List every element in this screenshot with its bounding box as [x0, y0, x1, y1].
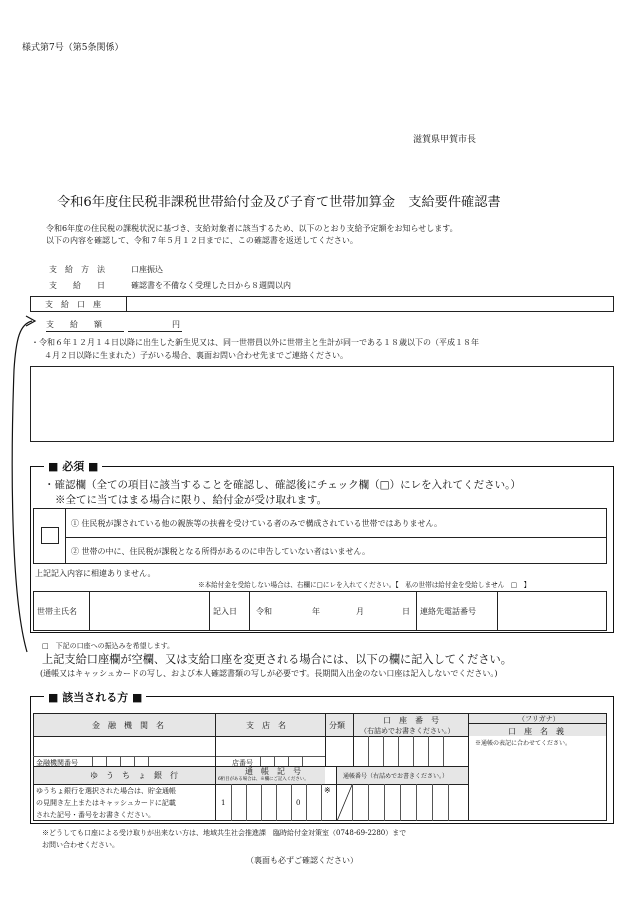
footer-contact: ※どうしても口座による受け取りが出来ない方は、地域共生社会推進課 臨時給付金対策室（0748-69-2280）まで	[42, 829, 407, 837]
confirm-statement: 上記記入内容に相違ありません。	[35, 569, 156, 578]
month-unit: 月	[356, 607, 364, 616]
phone-label: 連絡先電話番号	[420, 607, 476, 616]
footer-contact-2: お問い合わせください。	[42, 841, 119, 849]
yucho-note-2: の見開き左上またはキャッシュカードに記載	[36, 799, 176, 807]
free-text-box[interactable]	[30, 366, 614, 442]
form-number: 様式第7号（第5条関係）	[22, 43, 124, 53]
required-instruction-1: ・確認欄（全ての項目に該当することを確認し、確認後にチェック欄（□）にレを入れてください。）	[44, 479, 521, 491]
checklist-item-2: ② 世帯の中に、住民税が課税となる所得があるのに申告していない者はいません。	[71, 547, 371, 556]
amount-label: 支 給 額	[46, 320, 102, 329]
checklist-item-1: ① 住民税が課されている他の親族等の扶養を受けている者のみで構成されている世帯ではありません。	[71, 519, 443, 528]
symbol-digit-0: 0	[296, 799, 301, 807]
passbook-symbol-label: 通 帳 記 号	[245, 767, 301, 776]
branch-name-field[interactable]	[216, 737, 325, 756]
branch-name-header: 支 店 名	[246, 721, 286, 730]
yucho-note-3: された記号・番号をお書きください。	[36, 811, 155, 819]
required-instruction-2: ※全てに当てはまる場合に限り、給付金が受け取れます。	[55, 494, 328, 506]
diagonal-slash	[337, 785, 352, 821]
amount-unit: 円	[172, 320, 180, 329]
account-label: 支 給 口 座	[45, 300, 101, 309]
issuer: 滋賀県甲賀市長	[413, 135, 477, 145]
entry-date-label: 記入日	[213, 607, 237, 616]
applicable-heading: ■ 該当される方 ■	[44, 689, 146, 705]
decline-note: ※本給付金を受給しない場合は、右欄に□にレを入れてください。【 私の世帯は給付金を受給しません □ 】	[198, 581, 531, 589]
transfer-hope: □ 下記の口座への振込みを希望します。	[42, 642, 175, 650]
page-title: 令和6年度住民税非課税世帯給付金及び子育て世帯加算金 支給要件確認書	[57, 195, 501, 210]
yucho-label: ゆ う ち ょ 銀 行	[90, 771, 178, 780]
intro-line-1: 令和6年度の住民税の課税状況に基づき、支給対象者に該当するため、以下のとおり支給予定額をお知らせします。	[46, 224, 458, 233]
account-holder-header: 口 座 名 義	[508, 727, 564, 736]
required-heading: ■ 必須 ■	[44, 458, 102, 474]
category-header: 分類	[329, 721, 345, 730]
footer-back-note: （裏面も必ずご確認ください）	[246, 856, 358, 865]
account-number-field[interactable]	[354, 737, 468, 766]
category-field[interactable]	[326, 737, 353, 766]
account-holder-field[interactable]	[469, 749, 606, 820]
householder-label: 世帯主氏名	[37, 607, 77, 616]
phone-field[interactable]	[498, 592, 606, 630]
transfer-instruction: 上記支給口座欄が空欄、又は支給口座を変更される場合には、以下の欄に記入してください。	[42, 653, 512, 666]
transfer-attachment-note: (通帳又はキャッシュカードの写し、および本人確認書類の写しが必要です。長期間入出金のない口座は記入しないでください。)	[40, 669, 498, 678]
passbook-symbol-note: 6桁目がある場合は、※欄にご記入ください。	[218, 777, 309, 782]
furigana-header: （フリガナ）	[518, 715, 560, 723]
date-label: 支 給 日	[49, 281, 105, 290]
date-value: 確認書を不備なく受理した日から８週間以内	[131, 281, 291, 290]
method-value: 口座振込	[131, 265, 163, 274]
passbook-number-label: 通帳番号（右詰めでお書きください。）	[343, 773, 449, 780]
bank-name-field[interactable]	[34, 737, 215, 756]
right-justify-note: （右詰めでお書きください。）	[360, 727, 455, 735]
confirm-checkbox[interactable]	[41, 527, 59, 544]
symbol-digit-1: 1	[221, 799, 226, 807]
note-children-2: ４月２日以降に生まれた）子がいる場合、裏面お問い合わせ先までご連絡ください。	[44, 351, 348, 360]
day-unit: 日	[402, 607, 410, 616]
asterisk-cell: ※	[324, 786, 331, 795]
bank-code-label: 金融機関番号	[36, 759, 78, 767]
method-label: 支 給 方 法	[49, 265, 105, 274]
householder-name-field[interactable]	[90, 592, 208, 630]
bank-name-header: 金 融 機 関 名	[92, 721, 164, 730]
year-unit: 年	[312, 607, 320, 616]
era: 令和	[256, 607, 272, 616]
branch-code-label: 店番号	[232, 759, 253, 767]
account-number-header: 口 座 番 号	[383, 716, 439, 725]
account-field[interactable]	[128, 297, 612, 311]
note-children-1: ・令和６年１２月１４日以降に出生した新生児又は、同一世帯員以外に世帯主と生計が同一である１８歳以下の（平成１８年	[31, 338, 479, 347]
holder-note: ※通帳の表記に合わせてください。	[475, 740, 572, 747]
intro-line-2: 以下の内容を確認して、令和７年５月１２日までに、この確認書を返送してください。	[46, 236, 358, 245]
yucho-note-1: ゆうちょ銀行を選択された場合は、貯金通帳	[36, 787, 176, 795]
